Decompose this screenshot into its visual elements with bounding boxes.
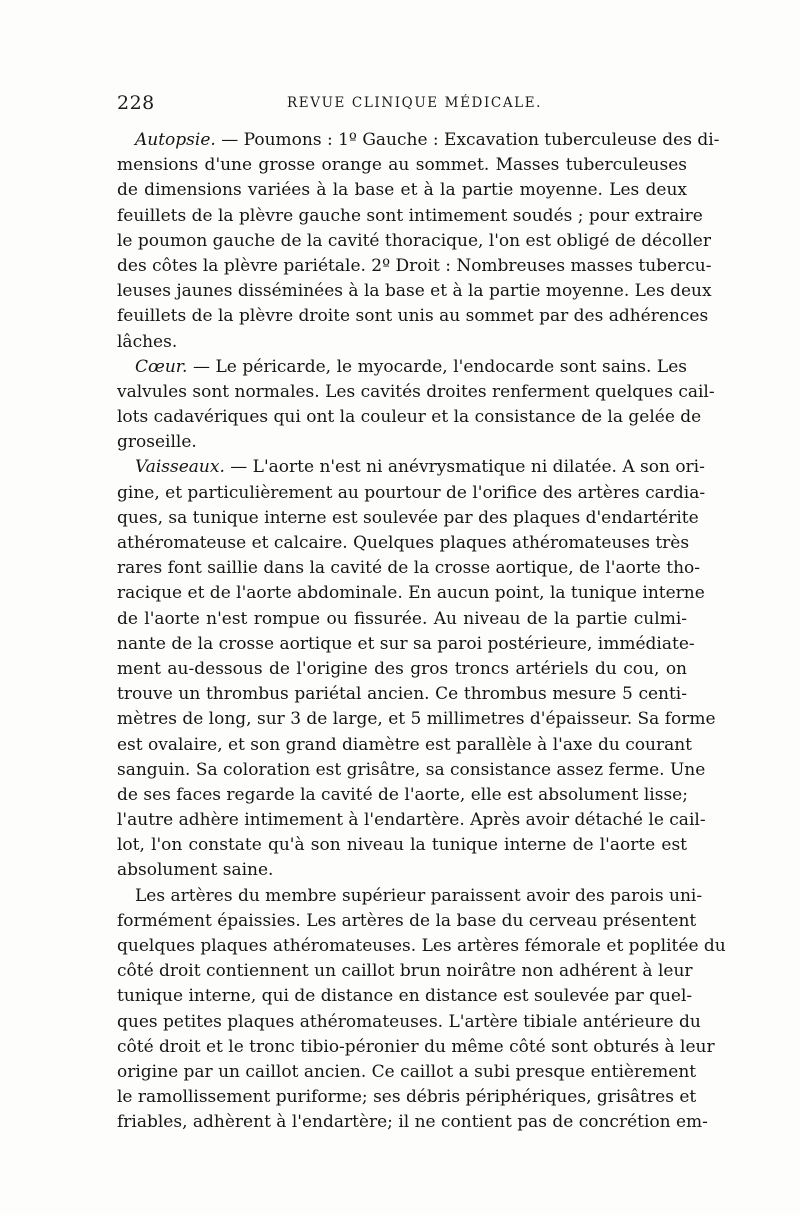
line-text: — L'aorte n'est ni anévrysmatique ni dilatée. A son ori-	[224, 457, 705, 478]
line-text: Les artères du membre supérieur paraissent avoir des parois uni-	[135, 885, 703, 906]
text-line	[117, 707, 716, 732]
line-text: racique et de l'aorte abdominale. En aucun point, la tunique interne	[117, 583, 705, 604]
text-line	[117, 808, 706, 833]
line-text: mensions d'une grosse orange au sommet. Masses tuberculeuses	[117, 155, 687, 176]
text-line	[117, 405, 702, 430]
text-line	[117, 506, 699, 531]
paragraph-lead: Cœur.	[135, 356, 188, 377]
line-text: origine par un caillot ancien. Ce caillot a subi presque entièrement	[117, 1061, 697, 1082]
text-line	[117, 632, 695, 657]
line-text: des côtes la plèvre pariétale. 2º Droit : Nombreuses masses tubercu-	[117, 255, 712, 276]
text-line	[117, 355, 687, 380]
text-line	[117, 581, 705, 606]
paragraph	[117, 355, 715, 456]
text-line	[117, 128, 720, 153]
line-text: lots cadavériques qui ont la couleur et la consistance de la gelée de	[117, 407, 702, 428]
line-text: ques, sa tunique interne est soulevée par des plaques d'endartérite	[117, 507, 699, 528]
line-text: nante de la crosse aortique et sur sa paroi postérieure, immédiate-	[117, 633, 695, 654]
text-line	[117, 733, 692, 758]
line-text: formément épaissies. Les artères de la base du cerveau présentent	[117, 910, 697, 931]
line-text: valvules sont normales. Les cavités droites renferment quelques cail-	[117, 381, 715, 402]
text-line	[117, 758, 706, 783]
line-text: lâches.	[117, 331, 178, 352]
text-line	[117, 178, 687, 203]
text-line	[117, 204, 703, 229]
text-line	[117, 304, 709, 329]
text-line	[117, 607, 687, 632]
line-text: groseille.	[117, 432, 197, 453]
line-text: leuses jaunes disséminées à la base et à la partie moyenne. Les deux	[117, 281, 712, 302]
paragraph	[117, 884, 726, 1136]
paragraph-lead: Autopsie.	[135, 130, 216, 150]
line-text: de ses faces regarde la cavité de l'aorte, elle est absolument lisse;	[117, 784, 688, 805]
line-text: tunique interne, qui de distance en distance est soulevée par quel-	[117, 986, 693, 1007]
text-line	[117, 430, 687, 455]
text-line	[117, 556, 701, 581]
paragraph-lead: Vaisseaux.	[135, 457, 225, 478]
text-line	[117, 833, 687, 858]
text-line	[117, 884, 703, 909]
line-text: ques petites plaques athéromateuses. L'artère tibiale antérieure du	[117, 1011, 701, 1032]
line-text: côté droit contiennent un caillot brun noirâtre non adhérent à leur	[117, 961, 693, 982]
line-text: ment au-dessous de l'origine des gros troncs artériels du cou, on	[117, 658, 687, 679]
text-line	[117, 455, 705, 480]
running-title: REVUE CLINIQUE MÉDICALE.	[287, 95, 543, 111]
text-line	[117, 984, 693, 1009]
line-text: — Poumons : 1º Gauche : Excavation tuberculeuse des di-	[215, 130, 720, 150]
line-text: lot, l'on constate qu'à son niveau la tunique interne de l'aorte est	[117, 835, 687, 856]
line-text: sanguin. Sa coloration est grisâtre, sa consistance assez ferme. Une	[117, 759, 706, 780]
text-line	[117, 330, 687, 355]
text-line	[117, 858, 687, 883]
line-text: absolument saine.	[117, 860, 274, 881]
line-text: feuillets de la plèvre droite sont unis au sommet par des adhérences	[117, 306, 709, 327]
line-text: friables, adhèrent à l'endartère; il ne contient pas de concrétion em-	[117, 1112, 708, 1133]
line-text: est ovalaire, et son grand diamètre est parallèle à l'axe du courant	[117, 734, 692, 755]
text-line	[117, 254, 712, 279]
text-line	[117, 909, 697, 934]
line-text: le ramollissement puriforme; ses débris périphériques, grisâtres et	[117, 1087, 697, 1108]
text-line	[117, 380, 715, 405]
line-text: côté droit et le tronc tibio-péronier du même côté sont obturés à leur	[117, 1036, 715, 1057]
text-line	[117, 153, 687, 178]
text-line	[117, 657, 687, 682]
line-text: mètres de long, sur 3 de large, et 5 millimetres d'épaisseur. Sa forme	[117, 709, 716, 730]
line-text: quelques plaques athéromateuses. Les artères fémorale et poplitée du	[117, 936, 726, 956]
text-line	[117, 1110, 708, 1135]
line-text: trouve un thrombus pariétal ancien. Ce thrombus mesure 5 centi-	[117, 684, 687, 705]
line-text: — Le péricarde, le myocarde, l'endocarde sont sains. Les	[187, 356, 687, 377]
line-text: gine, et particulièrement au pourtour de l'orifice des artères cardia-	[117, 482, 706, 503]
text-line	[117, 1060, 697, 1085]
paragraph	[117, 128, 720, 355]
line-text: le poumon gauche de la cavité thoracique, l'on est obligé de décoller	[117, 230, 711, 251]
text-line	[117, 783, 687, 808]
line-text: de dimensions variées à la base et à la partie moyenne. Les deux	[117, 180, 687, 201]
page-header	[117, 92, 687, 118]
line-text: feuillets de la plèvre gauche sont intimement soudés ; pour extraire	[117, 205, 703, 226]
text-line	[117, 1085, 697, 1110]
line-text: de l'aorte n'est rompue ou fissurée. Au niveau de la partie culmi-	[117, 608, 687, 629]
text-line	[117, 481, 706, 506]
text-line	[117, 1035, 715, 1060]
body-text	[117, 128, 726, 1136]
text-line	[117, 1010, 701, 1035]
line-text: rares font saillie dans la cavité de la crosse aortique, de l'aorte tho-	[117, 558, 701, 579]
paragraph	[117, 455, 716, 883]
text-line	[117, 959, 693, 984]
line-text: athéromateuse et calcaire. Quelques plaques athéromateuses très	[117, 533, 690, 553]
text-line	[117, 531, 690, 556]
text-line	[117, 279, 712, 304]
text-line	[117, 229, 711, 254]
text-line	[117, 934, 726, 959]
text-line	[117, 682, 687, 707]
line-text: l'autre adhère intimement à l'endartère. Après avoir détaché le cail-	[117, 810, 706, 831]
page-number: 228	[117, 92, 155, 114]
